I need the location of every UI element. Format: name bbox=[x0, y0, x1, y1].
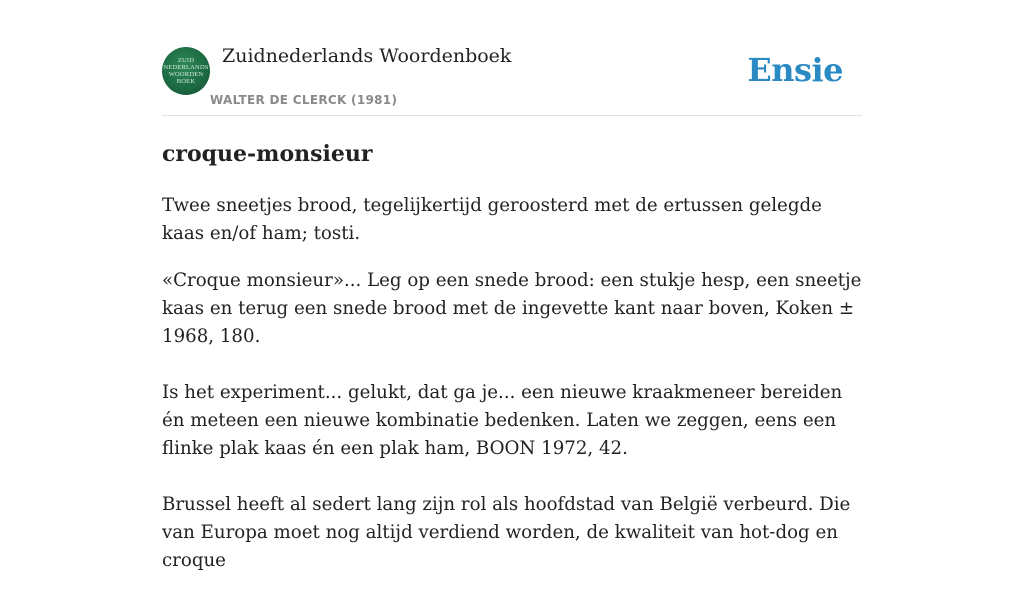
ensie-logo-link[interactable]: Ensie bbox=[747, 51, 843, 89]
dictionary-author: WALTER DE CLERCK (1981) bbox=[210, 93, 398, 107]
entry-quote: «Croque monsieur»... Leg op een snede brood: een stukje hesp, een sneetje kaas en terug een snede brood met de ingevette kant naar boven, Koken ± 1968, 180. bbox=[162, 270, 862, 347]
page bbox=[162, 0, 862, 571]
logo-text-line: WOORDEN bbox=[168, 71, 204, 78]
logo-text-line: ZUID bbox=[177, 57, 195, 64]
entry-quote: Brussel heeft al sedert lang zijn rol als hoofdstad van België verbeurd. Die van Europa moet nog altijd verdiend worden, de kwaliteit van hot-dog en croque bbox=[162, 494, 851, 571]
dictionary-logo[interactable] bbox=[162, 47, 210, 95]
dictionary-title-link[interactable]: Zuidnederlands Woordenboek bbox=[222, 45, 512, 67]
entry-headword: croque-monsieur bbox=[162, 141, 373, 167]
dictionary-header bbox=[162, 0, 862, 116]
logo-text-line: NEDERLANDS bbox=[163, 64, 209, 71]
entry-definition: Twee sneetjes brood, tegelijkertijd geroosterd met de ertussen gelegde kaas en/of ham; tosti. bbox=[162, 195, 822, 244]
entry-content bbox=[162, 192, 862, 603]
entry-quote: Is het experiment... gelukt, dat ga je... een nieuwe kraakmeneer bereiden én meteen een nieuwe kombinatie bedenken. Laten we zeggen, eens een flinke plak kaas én een plak ham, BOON 1972, 42. bbox=[162, 382, 843, 459]
logo-text-line: BOEK bbox=[176, 78, 196, 85]
